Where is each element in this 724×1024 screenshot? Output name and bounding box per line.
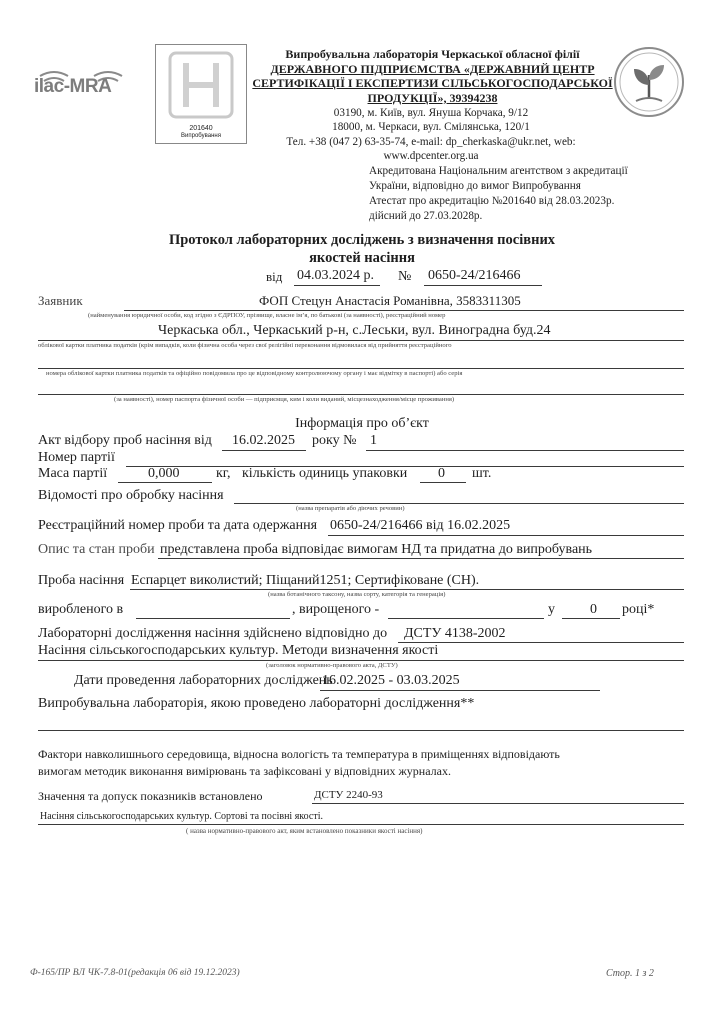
reg-number: 201640 [189,125,213,132]
hint-line [38,394,684,395]
accreditation-line: Акредитована Національним агентством з акредитації [369,165,628,177]
applicant-value: ФОП Стецун Анастасія Романівна, 3583311305 [259,293,521,308]
condition-label: Опис та стан проби [38,542,155,557]
address-line: 18000, м. Черкаси, вул. Смілянська, 120/1 [332,121,530,134]
org-line: Випробувальна лабораторія Черкаської обласної філії [285,47,580,61]
dates-value: 16.02.2025 - 03.03.2025 [322,673,460,688]
sampling-act-date-line [222,450,306,451]
address-line: Тел. +38 (047 2) 63-35-74, e-mail: dp_cherkaska@ukr.net, web: [286,135,576,148]
form-code: Ф-165/ПР ВЛ ЧК-7.8-01(редакція 06 від 19.12.2023) [30,968,240,978]
norms-label: Значення та допуск показників встановлено [38,789,263,803]
sample-hint: (назва ботанічного таксону, назва сорту, категорія та генерація) [268,591,446,598]
applicant-address: Черкаська обл., Черкаський р-н, с.Леськи, вул. Виноградна буд.24 [158,323,551,338]
method-label: Лабораторні дослідження насіння здійснено відповідно до [38,626,388,641]
lab-line [38,730,684,731]
address-line [38,340,684,341]
protocol-title-line1: Протокол лабораторних досліджень з визначення посівних [168,232,556,248]
lab-label: Випробувальна лабораторія, якою проведено лабораторні дослідження** [38,696,475,711]
in-label: у [548,602,555,617]
sampling-act-date: 16.02.2025 [232,433,295,448]
sample-label: Проба насіння [38,573,125,588]
produced-line [136,618,290,619]
protocol-date: 04.03.2024 р. [297,268,374,283]
protocol-title-line2: якостей насіння [309,250,415,266]
applicant-hint-4: (за наявності), номер паспорта фізичної особи — підприємця, ким і коли виданий, місцезнаходження/місце проживання) [114,396,455,403]
org-address [262,106,600,163]
ilac-mra-logo [34,62,130,114]
environment-line-2: вимогам методик виконання вимірювань та зафіксовані у відповідних журналах. [38,764,451,778]
sample-line [130,589,684,590]
method-line-2 [38,660,684,661]
year-suffix: році* [622,602,655,617]
accreditation-line: дійсний до 27.03.2028р. [369,210,483,222]
condition-line [158,558,684,559]
treatment-label: Відомості про обробку насіння [38,488,224,503]
units-unit: шт. [472,466,492,481]
units-line [420,482,466,483]
sampling-act-label: Акт відбору проб насіння від [38,433,212,448]
batch-label: Номер партії [38,450,115,465]
mass-label: Маса партії [38,466,108,481]
protocol-number: 0650-24/216466 [428,268,521,283]
org-line: ДЕРЖАВНОГО ПІДПРИЄМСТВА «ДЕРЖАВНИЙ ЦЕНТР [270,61,595,76]
method-line-2-text: Насіння сільськогосподарських культур. Методи визначення якості [38,643,439,658]
dates-line [320,690,600,691]
sampling-act-number-line [366,450,684,451]
address-line: 03190, м. Київ, вул. Януша Корчака, 9/12 [333,107,529,119]
sample-value: Еспарцет виколистий; Піщаний1251; Сертифіковане (СН). [131,573,480,588]
registration-line [328,535,684,536]
object-info-heading: Інформація про об’єкт [295,416,429,431]
norms-value: ДСТУ 2240-93 [314,789,383,801]
ilac-text: ilac-MRA [34,76,112,97]
norms-line-2-text: Насіння сільськогосподарських культур. Сортові та посівні якості. [40,811,323,822]
method-value: ДСТУ 4138-2002 [404,626,506,641]
accreditation-line: Атестат про акредитацію №201640 від 28.03.2023р. [369,195,615,207]
accreditation-line: України, відповідно до вимог Випробування [369,180,581,192]
number-line [424,285,542,286]
norms-line [312,803,684,804]
hint-line [38,368,684,369]
applicant-hint-3: номера облікової картки платника податків та офіційно повідомила про це відповідному контролюючому органу і має відмітку в паспорті) або серія [46,370,463,377]
page-number: Стор. 1 з 2 [606,968,654,979]
mass-line [118,482,212,483]
condition-value: представлена проба відповідає вимогам НД та придатна до випробувань [160,542,593,557]
applicant-label: Заявник [38,293,83,308]
year-value: 0 [590,602,597,617]
sampling-act-number: 1 [370,433,377,448]
dpcenter-logo [612,45,686,119]
year-label: року № [312,433,357,448]
registration-value: 0650-24/216466 від 16.02.2025 [330,518,511,533]
org-line: СЕРТИФІКАЦІЇ І ЕКСПЕРТИЗИ СІЛЬСЬКОГОСПОДАРСЬКОЇ [252,76,613,90]
applicant-line [124,310,684,311]
registration-label: Реєстраційний номер проби та дата одержання [38,518,318,533]
environment-line-1: Фактори навколишнього середовища, відносна вологість та температура в приміщеннях відповідають [38,747,560,761]
date-prefix: від [266,269,283,284]
produced-label: виробленого в [38,602,124,617]
mass-unit: кг, [216,466,231,481]
grown-label: , вирощеного - [292,602,380,617]
accreditation-info [369,164,669,224]
year-line [562,618,620,619]
nadu-logo-icon [156,45,246,123]
date-line [294,285,380,286]
reg-label: Випробування [181,133,221,139]
grown-line [388,618,544,619]
units-value: 0 [438,466,445,481]
mass-value: 0,000 [148,466,180,481]
org-line: ПРОДУКЦІЇ», 39394238 [367,90,498,105]
units-label: кількість одиниць упаковки [242,466,408,481]
method-hint: (заголовок нормативно-правового акта, ДСТУ) [266,662,398,669]
treatment-line [234,503,684,504]
address-line: www.dpcenter.org.ua [383,149,479,162]
norms-line-2 [38,824,684,825]
method-line [398,642,684,643]
org-name [250,47,615,105]
treatment-hint: (назва препаратів або діючих речовин) [296,505,405,512]
norms-hint: ( назва нормативно-правового акт, яким встановлено показники якості насіння) [186,827,423,835]
dates-label: Дати проведення лабораторних досліджень [74,673,333,688]
applicant-hint-2: облікової картки платника податків (крім випадків, коли фізична особа через свої релігійні переконання відмовилася від прийняття реєстраційного [38,342,452,349]
number-prefix: № [398,269,412,284]
accreditation-mark [155,44,247,144]
applicant-hint-1: (найменування юридичної особи, код згідно з ЄДРПОУ, прізвище, власне ім’я, по батькові (за наявності), реєстраційний номер [88,312,446,319]
